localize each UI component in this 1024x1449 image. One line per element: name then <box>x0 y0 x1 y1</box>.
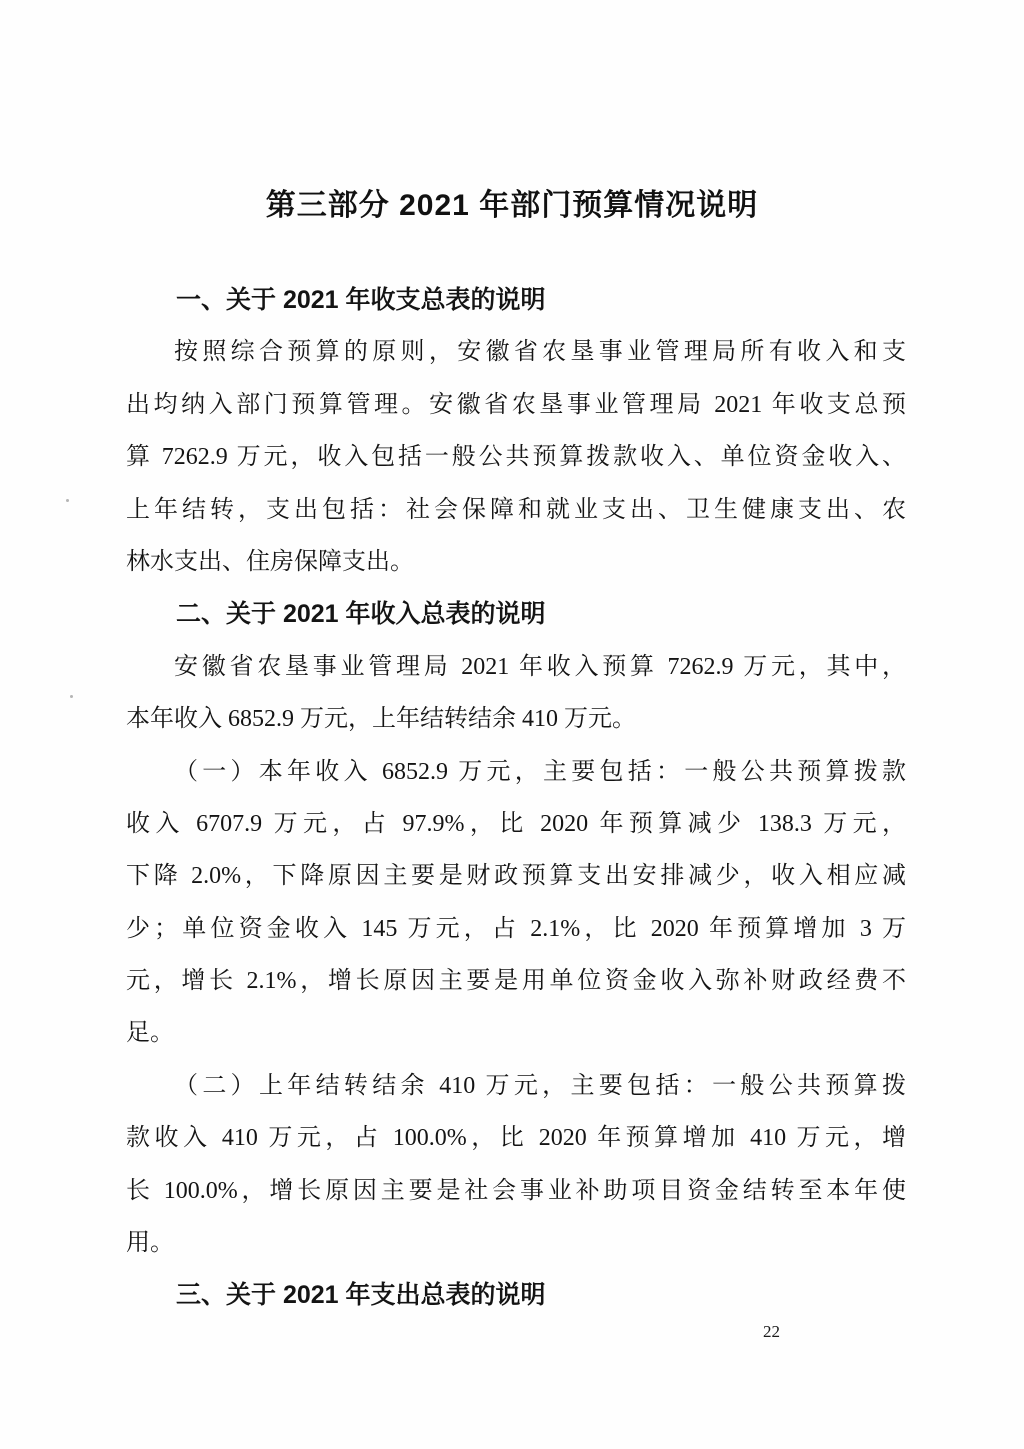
text-line: 上年结转，支出包括：社会保障和就业支出、卫生健康支出、农 <box>126 496 906 523</box>
text-line: （一）本年收入 6852.9 万元，主要包括：一般公共预算拨款 <box>174 758 906 785</box>
scan-speck <box>66 499 69 502</box>
text-line: 足。 <box>126 1020 174 1047</box>
text-line: 下降 2.0%，下降原因主要是财政预算支出安排减少，收入相应减 <box>126 863 906 890</box>
section-heading: 二、关于 2021 年收入总表的说明 <box>176 600 546 629</box>
text-line: 安徽省农垦事业管理局 2021 年收入预算 7262.9 万元，其中， <box>174 653 906 680</box>
text-line: 长 100.0%，增长原因主要是社会事业补助项目资金结转至本年使 <box>126 1177 906 1204</box>
text-line: 本年收入 6852.9 万元，上年结转结余 410 万元。 <box>126 706 636 733</box>
text-line: 款收入 410 万元，占 100.0%，比 2020 年预算增加 410 万元，增 <box>126 1125 906 1152</box>
scan-speck <box>70 695 73 698</box>
section-heading: 一、关于 2021 年收支总表的说明 <box>176 286 546 314</box>
text-line: 按照综合预算的原则，安徽省农垦事业管理局所有收入和支 <box>174 339 906 366</box>
text-line: 算 7262.9 万元，收入包括一般公共预算拨款收入、单位资金收入、 <box>126 444 906 471</box>
text-line: 少；单位资金收入 145 万元，占 2.1%，比 2020 年预算增加 3 万 <box>126 915 906 942</box>
text-line: 元，增长 2.1%，增长原因主要是用单位资金收入弥补财政经费不 <box>126 968 906 995</box>
text-line: 用。 <box>126 1230 174 1257</box>
section-heading: 三、关于 2021 年支出总表的说明 <box>176 1281 546 1310</box>
document-body <box>126 274 906 1322</box>
text-line: 出均纳入部门预算管理。安徽省农垦事业管理局 2021 年收支总预 <box>126 391 906 418</box>
text-line: 收入 6707.9 万元，占 97.9%，比 2020 年预算减少 138.3 万元， <box>126 810 906 837</box>
page-number: 22 <box>763 1322 780 1341</box>
text-line: 林水支出、住房保障支出。 <box>126 548 414 575</box>
text-line: （二）上年结转结余 410 万元，主要包括：一般公共预算拨 <box>174 1072 906 1099</box>
document-title: 第三部分 2021 年部门预算情况说明 <box>265 189 759 222</box>
